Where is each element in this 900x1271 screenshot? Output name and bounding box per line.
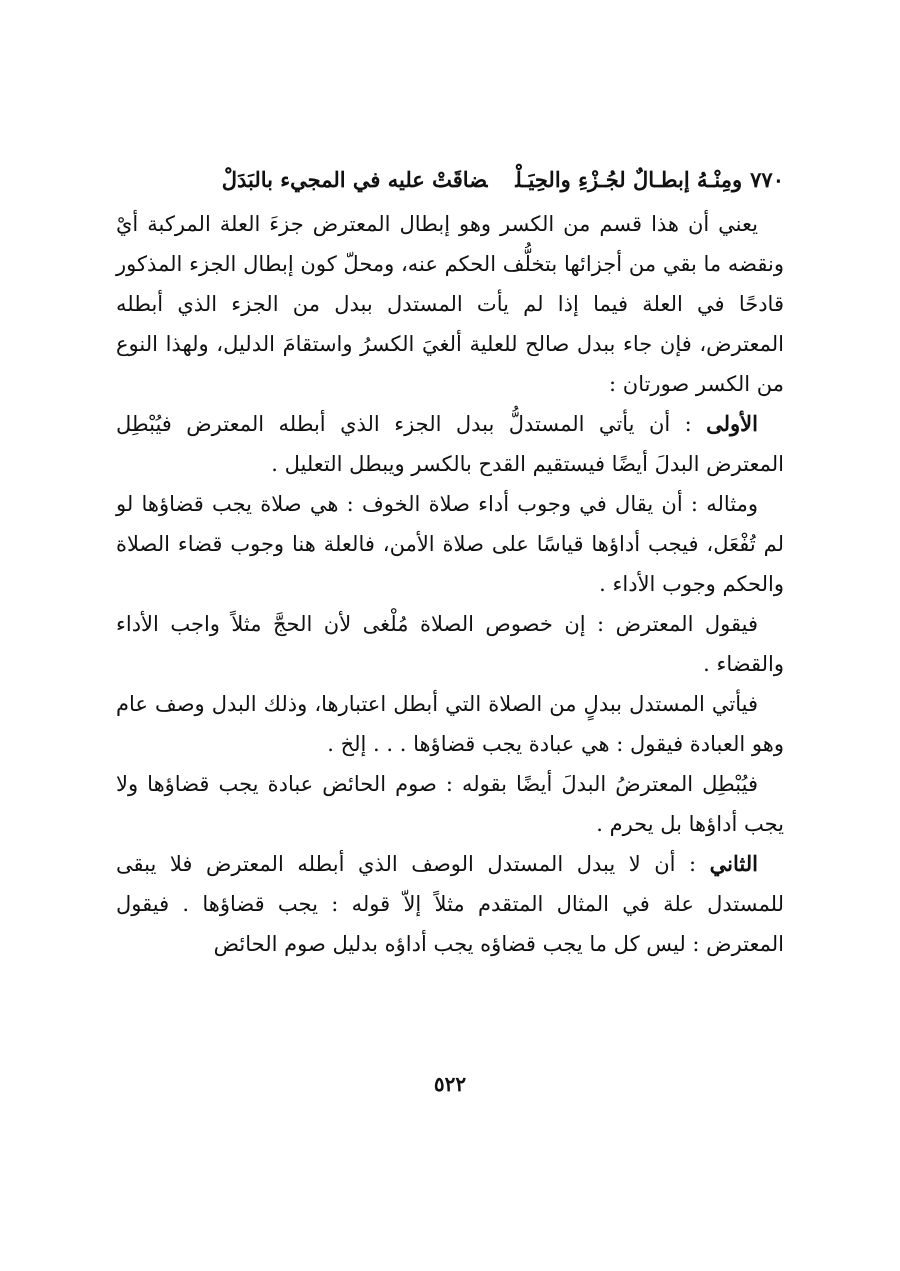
paragraph [116,684,784,764]
paragraph-lead: الثاني [709,851,758,876]
paragraph-text: فيُبْطِل المعترضُ البدلَ أيضًا بقوله : صوم الحائض عبادة يجب قضاؤها ولا يجب أداؤها بل يحرم . [116,772,784,836]
verse-number: ٧٧٠ [750,167,784,192]
paragraph-lead: الأولى [706,411,758,436]
paragraph [116,604,784,684]
paragraph [116,844,784,964]
verse-line [116,160,784,200]
paragraph-text: : أن يأتي المستدلُّ ببدل الجزء الذي أبطله المعترض فيُبْطِل المعترض البدلَ أيضًا فيستقيم القدح بالكسر ويبطل التعليل . [116,412,784,476]
verse-hemistich-1: ومِنْـهُ إبطـالٌ لجُـزْءِ والحِيَـلْ [515,167,743,192]
page-number: ٥٢٢ [433,1072,467,1096]
paragraph [116,404,784,484]
paragraph [116,204,784,404]
paragraph [116,764,784,844]
paragraph-text: يعني أن هذا قسم من الكسر وهو إبطال المعترض جزءَ العلة المركبة أيْ ونقضه ما بقي من أجزائها بتخلُّف الحكم عنه، ومحلّ كون إبطال الجزء المذكور قادحًا في العلة فيما إذا لم يأت المستدل ببدل من الجزء الذي أبطله المعترض، فإن جاء ببدل صالح للعلية ألغيَ الكسرُ واستقامَ الدليل، ولهذا النوع من الكسر صورتان : [116,212,784,396]
paragraph-text: ومثاله : أن يقال في وجوب أداء صلاة الخوف : هي صلاة يجب قضاؤها لو لم تُفْعَل، فيجب أداؤها قياسًا على صلاة الأمن، فالعلة هنا وجوب قضاء الصلاة والحكم وجوب الأداء . [116,492,784,596]
paragraph-text: فيأتي المستدل ببدلٍ من الصلاة التي أبطل اعتبارها، وذلك البدل وصف عام وهو العبادة فيقول : هي عبادة يجب قضاؤها . . . إلخ . [116,692,784,756]
paragraph-text: فيقول المعترض : إن خصوص الصلاة مُلْغى لأن الحجَّ مثلاً واجب الأداء والقضاء . [116,612,784,676]
paragraph [116,484,784,604]
page-content [116,160,784,964]
verse-hemistich-2: ضاقَتْ عليه في المجيء بالبَدَلْ [221,167,488,192]
paragraph-text: : أن لا يبدل المستدل الوصف الذي أبطله المعترض فلا يبقى للمستدل علة في المثال المتقدم مثلاً إلاّ قوله : يجب قضاؤها . فيقول المعترض : ليس كل ما يجب قضاؤه يجب أداؤه بدليل صوم الحائض [116,852,784,956]
